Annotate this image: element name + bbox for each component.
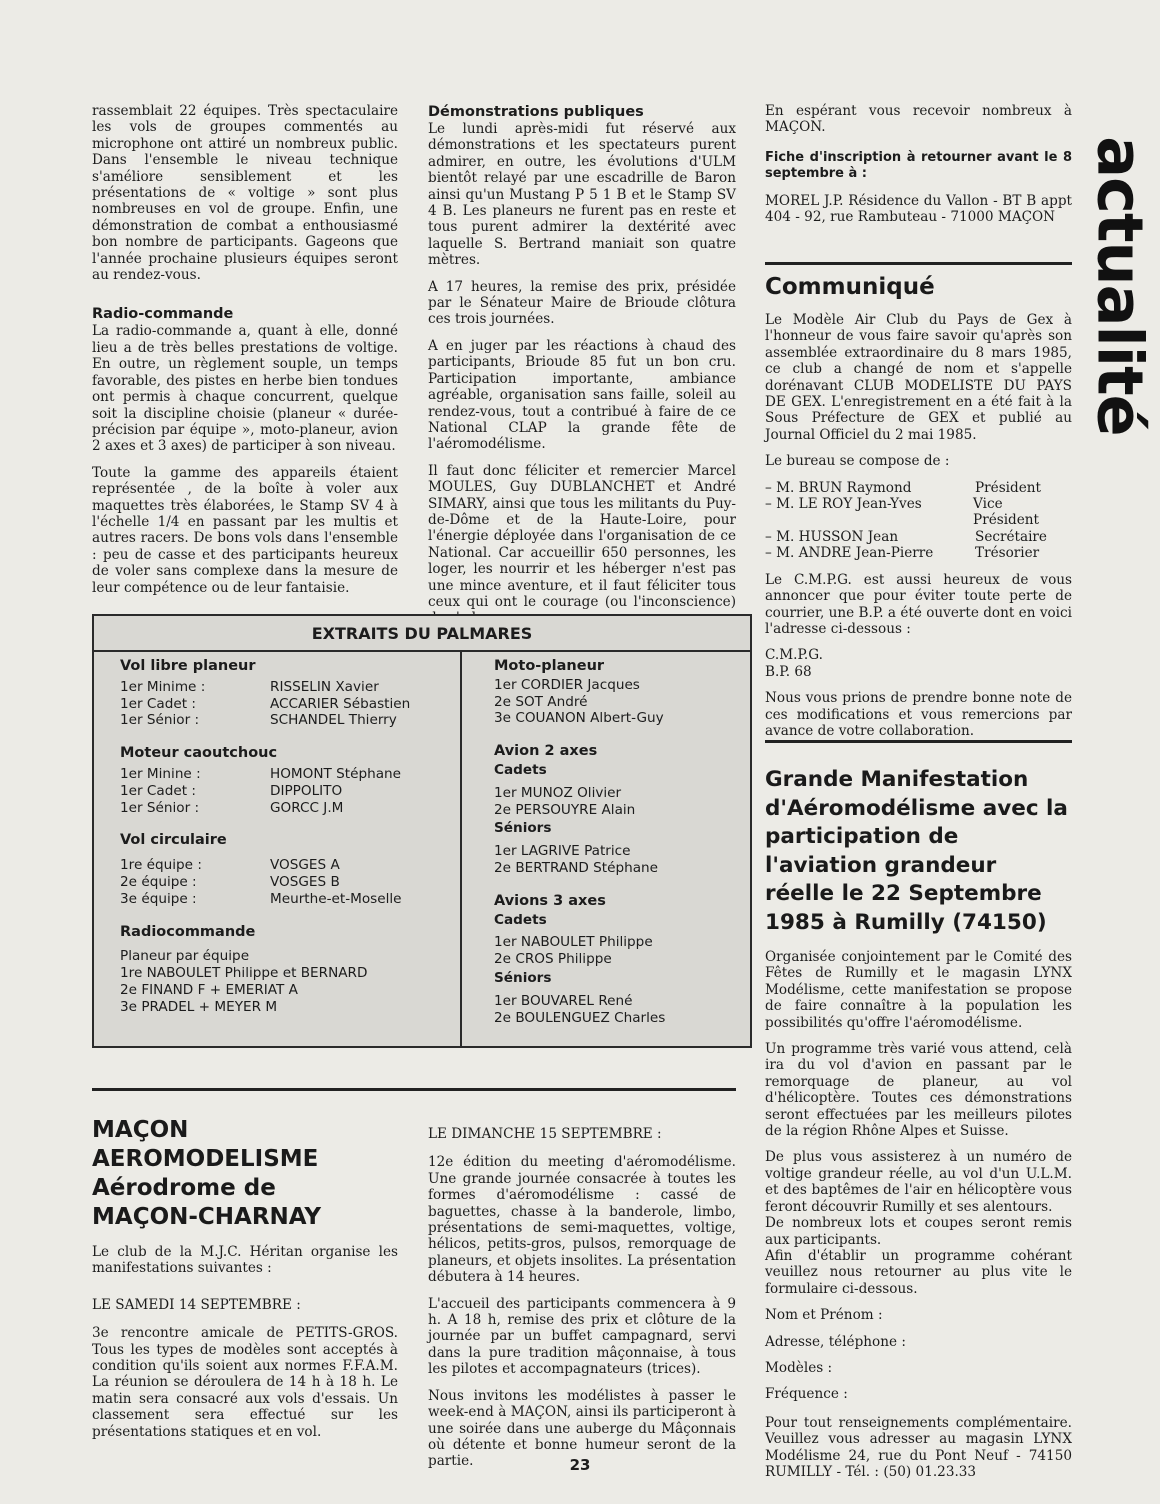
paragraph: Pour tout renseignements complémentaire. Veuillez vous adresser au magasin LYNX Modélisme 24, rue du Pont Neuf - 74150 RUMILLY - Tél. : (50) 01.23.33	[765, 1414, 1072, 1480]
list-item: – M. ANDRE Jean-Pierre Trésorier	[765, 545, 1040, 562]
table-row: 3e équipe : Meurthe-et-Moselle	[120, 890, 402, 907]
subheading-dimanche: LE DIMANCHE 15 SEPTEMBRE :	[428, 1126, 662, 1142]
palmares-group: Vol circulaire 1re équipe : VOSGES A 2e équipe : VOSGES B 3e équipe : Meurthe-et-Moselle	[120, 832, 450, 907]
table-row: 1er Minime : RISSELIN Xavier	[120, 678, 379, 695]
macon-column-1	[92, 1116, 398, 1450]
paragraph: Le club de la M.J.C. Héritan organise les manifestations suivantes :	[92, 1244, 398, 1277]
paragraph: De plus vous assisterez à un numéro de voltige grandeur réelle, au vol d'un U.L.M. et des baptêmes de l'air en hélicoptère vous feront découvrir Rumilly et ses alentours.	[765, 1149, 1072, 1215]
divider	[94, 650, 750, 652]
heading-macon: MAÇON AEROMODELISME Aérodrome de MAÇON-CHARNAY	[92, 1117, 322, 1230]
palmares-right	[494, 658, 744, 1042]
list-item: – M. BRUN Raymond Président	[765, 479, 1041, 496]
divider	[765, 740, 1072, 743]
fiche-inscription: Fiche d'inscription à retourner avant le 8 septembre à :	[765, 149, 1072, 182]
list-item: 1re NABOULET Philippe et BERNARD	[120, 965, 368, 982]
form-label: Nom et Prénom :	[765, 1307, 883, 1324]
palmares-group: Avion 2 axes Cadets 1er MUNOZ Olivier 2e PERSOUYRE Alain Séniors 1er LAGRIVE Patrice 2e BERTRAND Stéphane	[494, 743, 744, 877]
paragraph: L'accueil des participants commencera à 9 h. A 18 h, remise des prix et clôture de la journée par un buffet campagnard, servi dans la pure tradition mâçonnaise, à tous les pilotes et accompagnateurs (trices).	[428, 1295, 736, 1378]
paragraph: Le C.M.P.G. est aussi heureux de vous annoncer que pour éviter toute perte de courrier, une B.P. a été ouverte dont en voici l'adresse ci-dessous :	[765, 571, 1072, 637]
list-item: 2e PERSOUYRE Alain	[494, 801, 636, 818]
list-item: 2e SOT André	[494, 693, 588, 710]
heading-demonstrations: Démonstrations publiques	[428, 104, 644, 120]
palmares-box	[92, 614, 752, 1048]
list-item: 1er NABOULET Philippe	[494, 934, 653, 951]
table-row: 2e équipe : VOSGES B	[120, 873, 340, 890]
table-row: 1er Minine : HOMONT Stéphane	[120, 765, 402, 782]
form-label: Modèles :	[765, 1359, 833, 1376]
table-row: 1er Cadet : DIPPOLITO	[120, 782, 343, 799]
list-item: 1er BOUVAREL René	[494, 992, 633, 1009]
table-row: 1re équipe : VOSGES A	[120, 857, 340, 874]
column-2	[428, 103, 736, 637]
list-item: – M. HUSSON Jean Secrétaire	[765, 528, 1047, 545]
table-row: 1er Sénior : GORCC J.M	[120, 799, 344, 816]
list-item: 3e PRADEL + MEYER M	[120, 998, 278, 1015]
communique-section	[765, 272, 1072, 749]
paragraph: Le bureau se compose de :	[765, 453, 950, 470]
column-3	[765, 103, 1072, 235]
subheading-samedi: LE SAMEDI 14 SEPTEMBRE :	[92, 1296, 301, 1313]
heading-communique: Communiqué	[765, 274, 935, 300]
paragraph: Nous invitons les modélistes à passer le week-end à MAÇON, ainsi ils participeront à une soirée dans une auberge du Mâçonnais où détente et bonne humeur seront de la partie.	[428, 1387, 736, 1470]
list-item: 1er LAGRIVE Patrice	[494, 843, 631, 860]
list-item: 2e BOULENGUEZ Charles	[494, 1009, 666, 1026]
list-item: 2e CROS Philippe	[494, 951, 612, 968]
paragraph: Le Modèle Air Club du Pays de Gex à l'honneur de vous faire savoir qu'après son assemblée extraordinaire du 8 mars 1985, ce club a changé de nom et s'appelle dorénavant CLUB MODELISTE DU PAYS DE GEX. L'enregistrement en a été fait à la Sous Préfecture de GEX et publié au Journal Officiel du 2 mai 1985.	[765, 312, 1072, 443]
paragraph: Toute la gamme des appareils étaient représentée , de la boîte à voler aux maquettes très élaborées, le Stamp SV 4 à l'échelle 1/4 en passant par les multis et autres racers. De bons vols dans l'ensemble : peu de casse et des participants heureux de voler sans complexe dans la mesure de leur compétence ou de leur fantaisie.	[92, 464, 398, 596]
divider	[92, 1088, 736, 1091]
paragraph: Le lundi après-midi fut réservé aux démonstrations et les spectateurs purent admirer, en outre, les évolutions d'ULM bientôt relayé par une escadrille de Baron ainsi qu'un Mustang P 5 1 B et le Stamp SV 4 B. Les planeurs ne furent pas en reste et tous purent admirer la dextérité avec laquelle S. Bertrand maniait son quatre mètres.	[428, 121, 736, 269]
paragraph: Nous vous prions de prendre bonne note de ces modifications et vous remercions par avance de votre collaboration.	[765, 690, 1072, 739]
address-line: B.P. 68	[765, 663, 812, 680]
list-item: 2e BERTRAND Stéphane	[494, 859, 659, 876]
paragraph: De nombreux lots et coupes seront remis aux participants.	[765, 1215, 1072, 1248]
palmares-group: Vol libre planeur 1er Minime : RISSELIN Xavier 1er Cadet : ACCARIER Sébastien 1er Sénior : SCHANDEL Thierry	[120, 658, 450, 729]
list-item: 2e FINAND F + EMERIAT A	[120, 981, 298, 998]
palmares-group: Moto-planeur 1er CORDIER Jacques 2e SOT André 3e COUANON Albert-Guy	[494, 658, 744, 727]
bureau-list	[765, 480, 1072, 562]
paragraph: 3e rencontre amicale de PETITS-GROS. Tous les types de modèles sont acceptés à condition qu'ils soient aux normes F.F.A.M. La réunion se déroulera de 14 h à 18 h. Le matin sera consacré aux vols d'essais. Un classement sera effectué sur les présentations statiques et en vol.	[92, 1325, 398, 1440]
table-row: 1er Sénior : SCHANDEL Thierry	[120, 712, 397, 729]
divider	[460, 650, 462, 1046]
palmares-group: Radiocommande Planeur par équipe 1re NABOULET Philippe et BERNARD 2e FINAND F + EMERIAT A 3e PRADEL + MEYER M	[120, 924, 450, 1016]
heading-radio-commande: Radio-commande	[92, 306, 234, 323]
paragraph: 12e édition du meeting d'aéromodélisme. Une grande journée consacrée à toutes les formes d'aéromodélisme : cassé de baguettes, chasse à la banderole, limbo, présentations de semi-maquettes, voltige, hélicos, petits-gros, pulsos, remorquage de planeurs, et objets insolites. La présentation débutera à 14 heures.	[428, 1154, 736, 1286]
paragraph: Un programme très varié vous attend, celà ira du vol d'avion en passant par le remorquage de planeur, au vol d'hélicoptère. Toutes ces démonstrations seront effectuées par les meilleurs pilotes de la région Rhône Alpes et Suisse.	[765, 1041, 1072, 1140]
paragraph: Organisée conjointement par le Comité des Fêtes de Rumilly et le magasin LYNX Modélisme, cette manifestation se propose de faire connaître à la population les possibilités qu'offre l'aéromodélisme.	[765, 949, 1072, 1031]
page-number: 23	[569, 1456, 591, 1474]
macon-column-2	[428, 1126, 736, 1480]
paragraph: rassemblait 22 équipes. Très spectaculaire les vols de groupes commentés au microphone ont attiré un nombreux public. Dans l'ensemble le niveau technique s'améliore sensiblement et les présentations de « voltige » sont plus nombreuses en vol de groupe. Enfin, une démonstration de combat a enthousiasmé bon nombre de participants. Gageons que l'année prochaine plusieurs équipes seront au rendez-vous.	[92, 103, 398, 284]
palmares-left	[120, 658, 450, 1032]
list-item: – M. LE ROY Jean-Yves Vice Président	[765, 496, 1040, 529]
address: MOREL J.P. Résidence du Vallon - BT B appt 404 - 92, rue Rambuteau - 71000 MAÇON	[765, 192, 1072, 226]
palmares-title: EXTRAITS DU PALMARES	[311, 624, 533, 643]
list-item: 3e COUANON Albert-Guy	[494, 710, 664, 727]
divider	[765, 262, 1072, 265]
column-1	[92, 103, 398, 606]
list-item: 1er MUNOZ Olivier	[494, 784, 622, 801]
form-label: Fréquence :	[765, 1386, 848, 1403]
paragraph: A 17 heures, la remise des prix, présidée par le Sénateur Maire de Brioude clôtura ces trois journées.	[428, 278, 736, 328]
section-title-vertical: actualité	[1083, 136, 1157, 436]
paragraph: En espérant vous recevoir nombreux à MAÇON.	[765, 103, 1072, 136]
palmares-group: Avions 3 axes Cadets 1er NABOULET Philippe 2e CROS Philippe Séniors 1er BOUVAREL René 2e BOULENGUEZ Charles	[494, 893, 744, 1027]
form-label: Adresse, téléphone :	[765, 1333, 906, 1350]
grande-manifestation-section	[765, 766, 1072, 1490]
list-item: 1er CORDIER Jacques	[494, 676, 640, 693]
heading-grande-manifestation: Grande Manifestation d'Aéromodélisme avec la participation de l'aviation grandeur réelle le 22 Septembre 1985 à Rumilly (74150)	[765, 767, 1068, 935]
palmares-group: Moteur caoutchouc 1er Minine : HOMONT Stéphane 1er Cadet : DIPPOLITO 1er Sénior : GORCC J.M	[120, 745, 450, 816]
table-row: 1er Cadet : ACCARIER Sébastien	[120, 695, 411, 712]
paragraph: Il faut donc féliciter et remercier Marcel MOULES, Guy DUBLANCHET et André SIMARY, ainsi que tous les militants du Puy-de-Dôme et de la Haute-Loire, pour l'énergie déployée dans l'organisation de ce National. Car accueillir 650 personnes, les loger, les nourrir et les héberger n'est pas une mince aventure, et il faut féliciter tous ceux qui ont le courage (ou l'inconscience)	[428, 462, 736, 610]
paragraph: La radio-commande a, quant à elle, donné lieu a de très belles prestations de voltige. En outre, un règlement souple, un temps favorable, des pistes en herbe bien tondues ont permis à chaque concurrent, quelque soit la discipline choisie (planeur « durée-précision par équipe », moto-planeur, avion 2 axes et 3 axes) de participer à son niveau.	[92, 323, 398, 455]
paragraph: Afin d'établir un programme cohérant veuillez nous retourner au plus vite le formulaire ci-dessous.	[765, 1247, 1072, 1297]
paragraph: A en juger par les réactions à chaud des participants, Brioude 85 fut un bon cru. Participation importante, ambiance agréable, organisation sans faille, soleil au rendez-vous, tout a contribué à faire de ce National CLAP la grande fête de l'aéromodélisme.	[428, 337, 736, 453]
address-line: C.M.P.G.	[765, 647, 823, 664]
registration-form	[765, 1307, 1072, 1403]
